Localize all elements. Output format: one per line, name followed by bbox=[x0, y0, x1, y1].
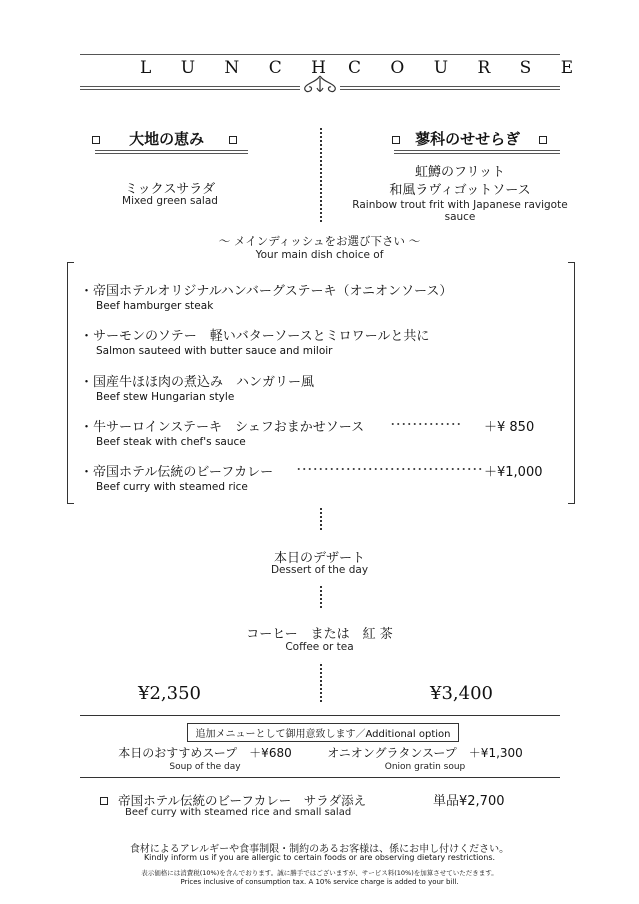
additional-label: 追加メニューとして御用意致します／Additional option bbox=[187, 723, 459, 742]
main-dish-jp: 帝国ホテルオリジナルハンバーグステーキ（オニオンソース） bbox=[93, 284, 453, 299]
title-rule-1 bbox=[80, 86, 300, 87]
divider-dots bbox=[320, 664, 322, 702]
title-course: C O U R S E bbox=[348, 58, 586, 78]
square-bullet-icon bbox=[100, 797, 108, 805]
center-divider bbox=[320, 128, 322, 222]
main-dish-en: Beef stew Hungarian style bbox=[96, 391, 235, 403]
divider-dots bbox=[320, 586, 322, 608]
bullet-icon: ・ bbox=[80, 329, 94, 344]
curry-set-price: 単品¥2,700 bbox=[433, 794, 505, 809]
main-dish-dots-5: ･･････････････････････････････････ bbox=[296, 463, 483, 476]
main-dish-heading-en: Your main dish choice of bbox=[255, 249, 384, 261]
additional-rule-top bbox=[80, 715, 560, 716]
main-dish-item-3 bbox=[80, 371, 560, 403]
main-dish-jp: 国産牛ほほ肉の煮込み ハンガリー風 bbox=[93, 375, 315, 390]
ornament-icon bbox=[300, 74, 340, 96]
main-dish-en: Beef hamburger steak bbox=[96, 300, 214, 312]
square-bullet-icon bbox=[392, 136, 400, 144]
main-dish-item-2 bbox=[80, 325, 560, 357]
allergy-en: Kindly inform us if you are allergic to certain foods or are observing dietary restrictions. bbox=[143, 853, 496, 862]
right-heading-rule-2 bbox=[394, 153, 560, 154]
square-bullet-icon bbox=[539, 136, 547, 144]
coffee-en: Coffee or tea bbox=[285, 641, 354, 653]
square-bullet-icon bbox=[92, 136, 100, 144]
bracket-left bbox=[67, 262, 74, 504]
price-right: ¥3,400 bbox=[430, 683, 493, 704]
bracket-right bbox=[568, 262, 575, 504]
bullet-icon: ・ bbox=[80, 420, 94, 435]
salad-jp: ミックスサラダ bbox=[124, 182, 216, 197]
soup1-jp: 本日のおすすめスープ ＋¥680 bbox=[118, 746, 292, 760]
trout-jp-2: 和風ラヴィゴットソース bbox=[389, 183, 531, 198]
salad-en: Mixed green salad bbox=[122, 195, 218, 207]
price-left: ¥2,350 bbox=[138, 683, 201, 704]
soup1-en: Soup of the day bbox=[169, 762, 241, 772]
dessert-en: Dessert of the day bbox=[270, 564, 369, 576]
left-section-heading: 大地の恵み bbox=[92, 128, 252, 149]
dessert-jp: 本日のデザート bbox=[273, 551, 365, 566]
main-dish-en: Salmon sauteed with butter sauce and miloir bbox=[96, 345, 333, 357]
soup2-jp: オニオングラタンスープ ＋¥1,300 bbox=[327, 746, 523, 760]
coffee-jp: コーヒー または 紅 茶 bbox=[246, 627, 393, 642]
title-rule-top bbox=[80, 54, 560, 55]
right-heading-rule bbox=[394, 150, 560, 151]
trout-en: Rainbow trout frit with Japanese ravigote sauce bbox=[352, 199, 568, 223]
additional-rule-bottom bbox=[80, 777, 560, 778]
main-dish-jp: サーモンのソテー 軽いバターソースとミロワールと共に bbox=[93, 329, 430, 344]
curry-set-en: Beef curry with steamed rice and small salad bbox=[125, 807, 352, 818]
tax-jp: 表示価格には消費税(10%)を含んでおります。誠に勝手ではございますが、サービス料(10%)を加算させていただきます。 bbox=[141, 869, 498, 877]
main-dish-jp: 帝国ホテル伝統のビーフカレー bbox=[93, 465, 274, 480]
main-dish-jp: 牛サーロインステーキ シェフおまかせソース bbox=[93, 420, 365, 435]
main-dish-en: Beef steak with chef's sauce bbox=[96, 436, 246, 448]
curry-set-jp: 帝国ホテル伝統のビーフカレー サラダ添え bbox=[118, 793, 367, 808]
title-rule-3 bbox=[340, 86, 560, 87]
main-dish-en: Beef curry with steamed rice bbox=[96, 481, 248, 493]
tax-en: Prices inclusive of consumption tax. A 10% service charge is added to your bill. bbox=[180, 878, 459, 886]
title-rule-2 bbox=[80, 89, 300, 90]
left-heading-rule-2 bbox=[95, 153, 248, 154]
bullet-icon: ・ bbox=[80, 284, 94, 299]
soup2-en: Onion gratin soup bbox=[384, 762, 466, 772]
right-section-heading: 蓼科のせせらぎ bbox=[392, 128, 572, 149]
title-lunch: L U N C H bbox=[140, 58, 338, 78]
main-dish-item-1 bbox=[80, 280, 560, 312]
bullet-icon: ・ bbox=[80, 375, 94, 390]
main-dish-price-4: ＋¥ 850 bbox=[484, 420, 535, 435]
main-dish-heading-jp: ～ メインディッシュをお選び下さい ～ bbox=[218, 234, 421, 248]
main-dish-dots-4: ･････････････ bbox=[390, 418, 462, 431]
left-heading-rule bbox=[95, 150, 248, 151]
square-bullet-icon bbox=[229, 136, 237, 144]
allergy-jp: 食材によるアレルギーや食事制限・制約のあるお客様は、係にお申し付けください。 bbox=[129, 844, 510, 855]
title-rule-4 bbox=[340, 89, 560, 90]
main-dish-price-5: ＋¥1,000 bbox=[484, 465, 543, 480]
trout-jp-1: 虹鱒のフリット bbox=[415, 165, 505, 180]
bullet-icon: ・ bbox=[80, 465, 94, 480]
divider-dots bbox=[320, 508, 322, 530]
